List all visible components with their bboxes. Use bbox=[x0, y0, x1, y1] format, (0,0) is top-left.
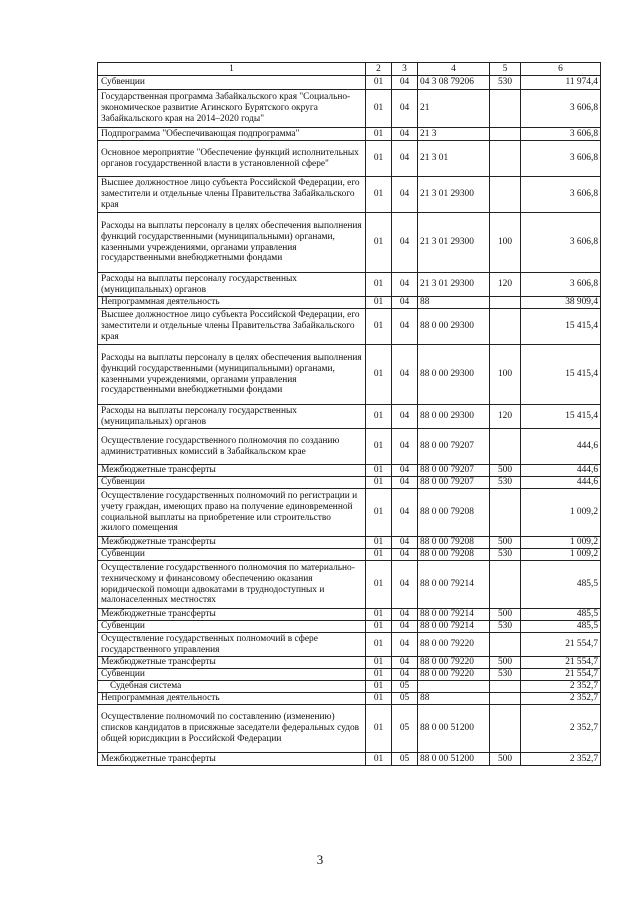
header-cell: 6 bbox=[521, 63, 601, 76]
amount-cell: 21 554,7 bbox=[521, 633, 601, 657]
amount-cell: 444,6 bbox=[521, 465, 601, 477]
subsection-code-cell: 04 bbox=[392, 309, 418, 345]
row-name-cell: Межбюджетные трансферты bbox=[98, 465, 366, 477]
table-row bbox=[98, 141, 601, 177]
section-code-cell: 01 bbox=[366, 489, 392, 537]
row-name-cell: Межбюджетные трансферты bbox=[98, 609, 366, 621]
target-article-cell: 88 bbox=[418, 693, 490, 705]
amount-cell: 485,5 bbox=[521, 609, 601, 621]
subsection-code-cell: 04 bbox=[392, 297, 418, 309]
target-article-cell: 21 bbox=[418, 90, 490, 128]
subsection-code-cell: 04 bbox=[392, 345, 418, 405]
target-article-cell: 88 0 00 79220 bbox=[418, 669, 490, 681]
subsection-code-cell: 04 bbox=[392, 141, 418, 177]
expense-type-cell: 530 bbox=[490, 477, 521, 489]
row-name-cell: Расходы на выплаты персоналу государственных (муниципальных) органов bbox=[98, 405, 366, 429]
target-article-cell: 88 0 00 29300 bbox=[418, 309, 490, 345]
target-article-cell: 88 0 00 79207 bbox=[418, 465, 490, 477]
row-name-cell: Субвенции bbox=[98, 477, 366, 489]
expense-type-cell bbox=[490, 141, 521, 177]
expense-type-cell: 500 bbox=[490, 465, 521, 477]
row-name-cell: Осуществление полномочий по составлению (изменению) списков кандидатов в присяжные заседатели федеральных судов общей юрисдикции в Российской Федерации bbox=[98, 705, 366, 753]
amount-cell: 38 909,4 bbox=[521, 297, 601, 309]
section-code-cell: 01 bbox=[366, 76, 392, 90]
target-article-cell: 21 3 bbox=[418, 128, 490, 141]
amount-cell: 2 352,7 bbox=[521, 705, 601, 753]
expense-type-cell bbox=[490, 633, 521, 657]
table-header-row bbox=[98, 63, 601, 76]
expense-type-cell: 100 bbox=[490, 345, 521, 405]
amount-cell: 11 974,4 bbox=[521, 76, 601, 90]
table-row bbox=[98, 489, 601, 537]
target-article-cell: 04 3 08 79206 bbox=[418, 76, 490, 90]
row-name-cell: Субвенции bbox=[98, 669, 366, 681]
subsection-code-cell: 05 bbox=[392, 753, 418, 766]
target-article-cell: 88 0 00 79208 bbox=[418, 549, 490, 561]
table-row bbox=[98, 465, 601, 477]
table-row bbox=[98, 657, 601, 669]
expense-type-cell bbox=[490, 693, 521, 705]
table-row bbox=[98, 128, 601, 141]
section-code-cell: 01 bbox=[366, 465, 392, 477]
target-article-cell: 88 0 00 79220 bbox=[418, 633, 490, 657]
row-name-cell: Высшее должностное лицо субъекта Российской Федерации, его заместители и отдельные члены Правительства Забайкальского края bbox=[98, 177, 366, 213]
table-row bbox=[98, 177, 601, 213]
row-name-cell: Непрограммная деятельность bbox=[98, 693, 366, 705]
table-row bbox=[98, 273, 601, 297]
target-article-cell: 21 3 01 bbox=[418, 141, 490, 177]
expense-type-cell: 100 bbox=[490, 213, 521, 273]
row-name-cell: Субвенции bbox=[98, 549, 366, 561]
header-cell: 5 bbox=[490, 63, 521, 76]
table-row bbox=[98, 76, 601, 90]
target-article-cell: 88 0 00 79208 bbox=[418, 537, 490, 549]
row-name-cell: Государственная программа Забайкальского края "Социально-экономическое развитие Агинского Бурятского округа Забайкальского края на 2014–2020 годы" bbox=[98, 90, 366, 128]
row-name-cell: Субвенции bbox=[98, 76, 366, 90]
target-article-cell: 21 3 01 29300 bbox=[418, 213, 490, 273]
table-row bbox=[98, 669, 601, 681]
table-row bbox=[98, 633, 601, 657]
amount-cell: 1 009,2 bbox=[521, 549, 601, 561]
table-row bbox=[98, 705, 601, 753]
table-row bbox=[98, 549, 601, 561]
subsection-code-cell: 04 bbox=[392, 405, 418, 429]
subsection-code-cell: 05 bbox=[392, 705, 418, 753]
expense-type-cell: 500 bbox=[490, 537, 521, 549]
table-row bbox=[98, 561, 601, 609]
row-name-cell: Осуществление государственных полномочий по регистрации и учету граждан, имеющих право на получение единовременной социальной выплаты на приобретение или строительство жилого помещения bbox=[98, 489, 366, 537]
target-article-cell: 88 0 00 51200 bbox=[418, 753, 490, 766]
table-row bbox=[98, 693, 601, 705]
table-row bbox=[98, 405, 601, 429]
subsection-code-cell: 04 bbox=[392, 273, 418, 297]
table-row bbox=[98, 609, 601, 621]
section-code-cell: 01 bbox=[366, 549, 392, 561]
row-name-cell: Расходы на выплаты персоналу государственных (муниципальных) органов bbox=[98, 273, 366, 297]
section-code-cell: 01 bbox=[366, 297, 392, 309]
expense-type-cell: 530 bbox=[490, 669, 521, 681]
row-name-cell: Межбюджетные трансферты bbox=[98, 657, 366, 669]
expense-type-cell: 500 bbox=[490, 657, 521, 669]
subsection-code-cell: 04 bbox=[392, 76, 418, 90]
table-row bbox=[98, 213, 601, 273]
expense-type-cell: 120 bbox=[490, 273, 521, 297]
expense-type-cell: 530 bbox=[490, 549, 521, 561]
budget-table bbox=[97, 62, 601, 766]
subsection-code-cell: 04 bbox=[392, 90, 418, 128]
amount-cell: 2 352,7 bbox=[521, 681, 601, 693]
row-name-cell: Осуществление государственных полномочий в сфере государственного управления bbox=[98, 633, 366, 657]
target-article-cell: 88 bbox=[418, 297, 490, 309]
row-name-cell: Непрограммная деятельность bbox=[98, 297, 366, 309]
section-code-cell: 01 bbox=[366, 681, 392, 693]
amount-cell: 485,5 bbox=[521, 561, 601, 609]
subsection-code-cell: 05 bbox=[392, 681, 418, 693]
subsection-code-cell: 04 bbox=[392, 177, 418, 213]
expense-type-cell: 120 bbox=[490, 405, 521, 429]
table-row bbox=[98, 621, 601, 633]
section-code-cell: 01 bbox=[366, 309, 392, 345]
amount-cell: 3 606,8 bbox=[521, 273, 601, 297]
subsection-code-cell: 04 bbox=[392, 477, 418, 489]
section-code-cell: 01 bbox=[366, 90, 392, 128]
target-article-cell: 21 3 01 29300 bbox=[418, 273, 490, 297]
expense-type-cell: 530 bbox=[490, 76, 521, 90]
row-name-cell: Расходы на выплаты персоналу в целях обеспечения выполнения функций государственными (муниципальными) органами, казенными учреждениями, органами управления государственными внебюджетными фондами bbox=[98, 213, 366, 273]
row-name-cell: Высшее должностное лицо субъекта Российской Федерации, его заместители и отдельные члены Правительства Забайкальского края bbox=[98, 309, 366, 345]
section-code-cell: 01 bbox=[366, 141, 392, 177]
table-row bbox=[98, 681, 601, 693]
table-row bbox=[98, 753, 601, 766]
header-cell: 1 bbox=[98, 63, 366, 76]
subsection-code-cell: 04 bbox=[392, 621, 418, 633]
subsection-code-cell: 04 bbox=[392, 561, 418, 609]
section-code-cell: 01 bbox=[366, 621, 392, 633]
amount-cell: 3 606,8 bbox=[521, 213, 601, 273]
budget-table-body bbox=[98, 63, 601, 766]
header-cell: 2 bbox=[366, 63, 392, 76]
target-article-cell: 88 0 00 79208 bbox=[418, 489, 490, 537]
table-row bbox=[98, 477, 601, 489]
target-article-cell: 88 0 00 79214 bbox=[418, 609, 490, 621]
target-article-cell: 88 0 00 79214 bbox=[418, 561, 490, 609]
subsection-code-cell: 04 bbox=[392, 429, 418, 465]
subsection-code-cell: 04 bbox=[392, 549, 418, 561]
row-name-cell: Осуществление государственного полномочия по материально-техническому и финансовому обеспечению оказания юридической помощи адвокатами в труднодоступных и малонаселенных местностях bbox=[98, 561, 366, 609]
amount-cell: 21 554,7 bbox=[521, 657, 601, 669]
section-code-cell: 01 bbox=[366, 705, 392, 753]
subsection-code-cell: 04 bbox=[392, 609, 418, 621]
amount-cell: 1 009,2 bbox=[521, 489, 601, 537]
subsection-code-cell: 04 bbox=[392, 657, 418, 669]
section-code-cell: 01 bbox=[366, 405, 392, 429]
amount-cell: 485,5 bbox=[521, 621, 601, 633]
page-number: 3 bbox=[316, 852, 324, 867]
table-row bbox=[98, 345, 601, 405]
target-article-cell: 88 0 00 29300 bbox=[418, 405, 490, 429]
section-code-cell: 01 bbox=[366, 213, 392, 273]
expense-type-cell bbox=[490, 681, 521, 693]
expense-type-cell bbox=[490, 705, 521, 753]
table-row bbox=[98, 537, 601, 549]
target-article-cell: 88 0 00 79220 bbox=[418, 657, 490, 669]
subsection-code-cell: 04 bbox=[392, 489, 418, 537]
target-article-cell: 88 0 00 29300 bbox=[418, 345, 490, 405]
row-name-cell: Осуществление государственного полномочия по созданию административных комиссий в Забайкальском крае bbox=[98, 429, 366, 465]
section-code-cell: 01 bbox=[366, 669, 392, 681]
expense-type-cell: 500 bbox=[490, 609, 521, 621]
subsection-code-cell: 05 bbox=[392, 693, 418, 705]
amount-cell: 444,6 bbox=[521, 477, 601, 489]
expense-type-cell: 500 bbox=[490, 753, 521, 766]
section-code-cell: 01 bbox=[366, 128, 392, 141]
expense-type-cell bbox=[490, 429, 521, 465]
amount-cell: 3 606,8 bbox=[521, 128, 601, 141]
amount-cell: 15 415,4 bbox=[521, 309, 601, 345]
section-code-cell: 01 bbox=[366, 657, 392, 669]
subsection-code-cell: 04 bbox=[392, 213, 418, 273]
expense-type-cell bbox=[490, 90, 521, 128]
row-name-cell: Субвенции bbox=[98, 621, 366, 633]
amount-cell: 21 554,7 bbox=[521, 669, 601, 681]
row-name-cell: Расходы на выплаты персоналу в целях обеспечения выполнения функций государственными (муниципальными) органами, казенными учреждениями, органами управления государственными внебюджетными фондами bbox=[98, 345, 366, 405]
subsection-code-cell: 04 bbox=[392, 669, 418, 681]
section-code-cell: 01 bbox=[366, 477, 392, 489]
expense-type-cell bbox=[490, 309, 521, 345]
amount-cell: 15 415,4 bbox=[521, 405, 601, 429]
row-name-cell: Основное мероприятие "Обеспечение функций исполнительных органов государственной власти в установленной сфере" bbox=[98, 141, 366, 177]
subsection-code-cell: 04 bbox=[392, 465, 418, 477]
section-code-cell: 01 bbox=[366, 273, 392, 297]
section-code-cell: 01 bbox=[366, 609, 392, 621]
section-code-cell: 01 bbox=[366, 537, 392, 549]
section-code-cell: 01 bbox=[366, 345, 392, 405]
amount-cell: 444,6 bbox=[521, 429, 601, 465]
target-article-cell bbox=[418, 681, 490, 693]
amount-cell: 2 352,7 bbox=[521, 693, 601, 705]
expense-type-cell bbox=[490, 177, 521, 213]
section-code-cell: 01 bbox=[366, 429, 392, 465]
target-article-cell: 88 0 00 79207 bbox=[418, 477, 490, 489]
target-article-cell: 88 0 00 79207 bbox=[418, 429, 490, 465]
section-code-cell: 01 bbox=[366, 633, 392, 657]
subsection-code-cell: 04 bbox=[392, 633, 418, 657]
section-code-cell: 01 bbox=[366, 177, 392, 213]
amount-cell: 1 009,2 bbox=[521, 537, 601, 549]
target-article-cell: 88 0 00 51200 bbox=[418, 705, 490, 753]
header-cell: 3 bbox=[392, 63, 418, 76]
section-code-cell: 01 bbox=[366, 753, 392, 766]
expense-type-cell bbox=[490, 489, 521, 537]
expense-type-cell: 530 bbox=[490, 621, 521, 633]
amount-cell: 3 606,8 bbox=[521, 177, 601, 213]
subsection-code-cell: 04 bbox=[392, 537, 418, 549]
header-cell: 4 bbox=[418, 63, 490, 76]
row-name-cell: Судебная система bbox=[98, 681, 366, 693]
table-row bbox=[98, 90, 601, 128]
expense-type-cell bbox=[490, 561, 521, 609]
row-name-cell: Подпрограмма "Обеспечивающая подпрограмма" bbox=[98, 128, 366, 141]
subsection-code-cell: 04 bbox=[392, 128, 418, 141]
table-row bbox=[98, 309, 601, 345]
table-row bbox=[98, 429, 601, 465]
target-article-cell: 88 0 00 79214 bbox=[418, 621, 490, 633]
expense-type-cell bbox=[490, 128, 521, 141]
target-article-cell: 21 3 01 29300 bbox=[418, 177, 490, 213]
row-name-cell: Межбюджетные трансферты bbox=[98, 537, 366, 549]
amount-cell: 3 606,8 bbox=[521, 141, 601, 177]
amount-cell: 15 415,4 bbox=[521, 345, 601, 405]
row-name-cell: Межбюджетные трансферты bbox=[98, 753, 366, 766]
amount-cell: 2 352,7 bbox=[521, 753, 601, 766]
expense-type-cell bbox=[490, 297, 521, 309]
section-code-cell: 01 bbox=[366, 561, 392, 609]
section-code-cell: 01 bbox=[366, 693, 392, 705]
amount-cell: 3 606,8 bbox=[521, 90, 601, 128]
table-row bbox=[98, 297, 601, 309]
